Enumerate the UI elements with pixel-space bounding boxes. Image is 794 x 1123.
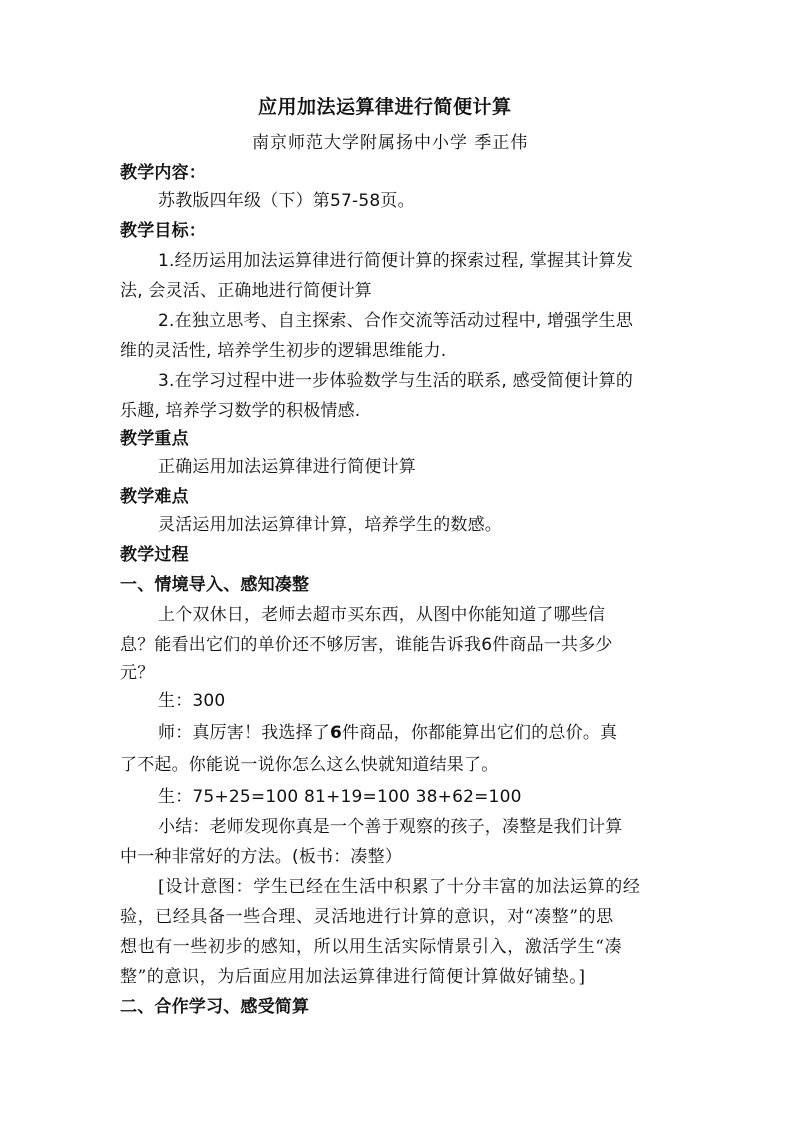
summary-line-2: 中一种非常好的方法。(板书：凑整） [120,847,403,867]
student-answer-1: 生：300 [158,691,226,711]
objective-2-line-1: 2.在独立思考、自主探索、合作交流等活动过程中, 增强学生思 [158,311,634,331]
page-title: 应用加法运算律进行简便计算 [258,96,512,118]
process-heading: 教学过程 [120,545,189,565]
objectives-heading: 教学目标： [120,221,206,241]
teacher-line-2: 了不起。你能说一说你怎么这么快就知道结果了。 [120,755,499,775]
objective-1-line-2: 法, 会灵活、正确地进行简便计算 [120,281,373,301]
objective-1-line-1: 1.经历运用加法运算律进行简便计算的探索过程, 掌握其计算发 [158,251,634,271]
section-2-heading: 二、合作学习、感受简算 [120,997,310,1017]
difficulty-heading: 教学难点 [120,487,189,507]
key-point-heading: 教学重点 [120,429,189,449]
intro-paragraph-line-3: 元？ [120,663,155,683]
key-point-text: 正确运用加法运算律进行简便计算 [158,457,416,477]
design-intent-line-2: 验，已经具备一些合理、灵活地进行计算的意识，对“凑整”的思 [120,907,614,927]
design-intent-line-3: 想也有一些初步的感知，所以用生活实际情景引入，激活学生“凑 [120,937,623,957]
page-subtitle: 南京师范大学附属扬中小学 季正伟 [252,133,529,153]
design-intent-line-4: 整”的意识，为后面应用加法运算律进行简便计算做好铺垫。] [120,967,586,987]
teacher-line-1-post: 件商品，你都能算出它们的总价。真 [342,723,618,743]
section-1-heading: 一、情境导入、感知凑整 [120,575,310,595]
objective-2-line-2: 维的灵活性, 培养学生初步的逻辑思维能力. [120,341,447,361]
teacher-line-1 [158,722,617,744]
objective-3-line-1: 3.在学习过程中进一步体验数学与生活的联系, 感受简便计算的 [158,371,634,391]
teacher-line-1-pre: 师：真厉害！我选择了 [158,723,330,743]
design-intent-line-1: [设计意图：学生已经在生活中积累了十分丰富的加法运算的经 [158,877,641,897]
content-heading: 教学内容： [120,163,206,183]
intro-paragraph-line-2: 息？能看出它们的单价还不够厉害，谁能告诉我6件商品一共多少 [120,635,613,655]
summary-line-1: 小结：老师发现你真是一个善于观察的孩子，凑整是我们计算 [158,817,623,837]
student-answer-2: 生：75+25=100 81+19=100 38+62=100 [158,787,522,807]
content-text: 苏教版四年级（下）第57-58页。 [158,191,415,211]
objective-3-line-2: 乐趣, 培养学习数学的积极情感. [120,401,361,421]
difficulty-text: 灵活运用加法运算律计算，培养学生的数感。 [158,515,502,535]
teacher-line-1-number: 6 [330,723,343,743]
intro-paragraph-line-1: 上个双休日，老师去超市买东西，从图中你能知道了哪些信 [158,605,606,625]
